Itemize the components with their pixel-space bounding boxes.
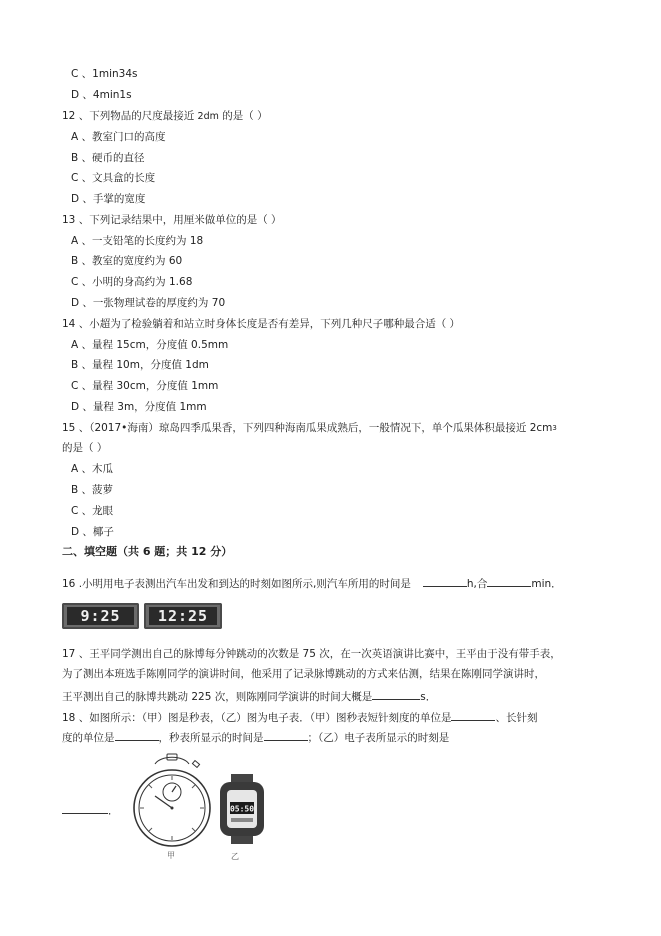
q11-option-d: D 、4min1s [71, 89, 132, 101]
q15-option-a: A 、木瓜 [71, 463, 114, 475]
q13-option-b: B 、教室的宽度约为 60 [71, 255, 183, 267]
watch-time-text: 05:50 [229, 804, 255, 814]
digital-clock-start [62, 603, 139, 629]
q18-blank-watch-time[interactable] [62, 802, 108, 814]
q12-option-b: B 、硬币的直径 [71, 152, 145, 164]
q12-stem [62, 109, 268, 124]
q13-option-d: D 、一张物理试卷的厚度约为 70 [71, 297, 226, 309]
q15-stem-text: 15 、（2017•海南）琼岛四季瓜果香，下列四种海南瓜果成熟后，一般情况下，单个瓜果体积最接近 2cm [62, 422, 553, 434]
q18-line2-text-c: ；（乙）电子表所显示的时刻是 [307, 732, 450, 744]
q14-option-b: B 、量程 10m，分度值 1dm [71, 359, 209, 371]
clock-end-time: 12:25 [149, 607, 217, 625]
q14-option-c: C 、量程 30cm，分度值 1mm [71, 380, 219, 392]
q17-line3-text: 王平测出自己的脉博共跳动 225 次，则陈刚同学演讲的时间大概是 [62, 691, 373, 703]
q12-stem-end: 的是（ ） [218, 110, 268, 122]
q16-blank-hours[interactable] [423, 575, 467, 587]
digital-clock-end [144, 603, 222, 629]
q15-stem-continued: 的是（ ） [62, 442, 108, 454]
stopwatch-center-pin [171, 807, 174, 810]
q17-unit: s． [420, 691, 437, 703]
q18-blank-short-hand-unit[interactable] [451, 709, 495, 721]
q13-option-c: C 、小明的身高约为 1.68 [71, 276, 193, 288]
stopwatch-side-button [192, 761, 199, 768]
stopwatch-short-hand [172, 786, 176, 792]
q14-option-a: A 、量程 15cm，分度值 0.5mm [71, 339, 229, 351]
q16-stem: 16 .小明用电子表测出汽车出发和到达的时刻如图所示,则汽车所用的时间是 [62, 578, 411, 590]
caption-yi: 乙 [231, 852, 239, 861]
q18-blank-stopwatch-time[interactable] [264, 729, 308, 741]
clock-start-time: 9:25 [67, 607, 134, 625]
q18-line2-text-a: 度的单位是 [62, 732, 115, 744]
q18-line1 [62, 709, 537, 725]
stopwatch-long-hand [155, 796, 172, 808]
q15-stem [62, 421, 557, 435]
q15-option-c: C 、龙眼 [71, 505, 114, 517]
q18-line2-text-b: ，秒表所显示的时间是 [158, 732, 264, 744]
q13-option-a: A 、一支铅笔的长度约为 18 [71, 235, 204, 247]
q14-stem: 14 、小超为了检验躺着和站立时身体长度是否有差异，下列几种尺子哪种最合适（ ） [62, 318, 461, 330]
q15-option-d: D 、椰子 [71, 526, 114, 538]
q13-stem: 13 、下列记录结果中，用厘米做单位的是（ ） [62, 214, 282, 226]
q15-stem-superscript: 3 [552, 424, 557, 432]
q12-stem-unit: 2dm [197, 111, 219, 122]
q12-option-c: C 、文具盒的长度 [71, 172, 156, 184]
q18-line1-text: 18 、如图所示：（甲）图是秒表，（乙）图为电子表．（甲）图秒表短针刻度的单位是 [62, 712, 452, 724]
q18-final-line [62, 802, 119, 818]
q16-text [62, 575, 562, 591]
q16-blank-minutes[interactable] [487, 575, 531, 587]
q14-option-d: D 、量程 3m，分度值 1mm [71, 401, 207, 413]
section-heading-fill-in: 二、填空题（共 6 题；共 12 分） [62, 545, 233, 558]
q12-stem-text: 12 、下列物品的尺度最接近 [62, 110, 198, 122]
q12-option-d: D 、手掌的宽度 [71, 193, 146, 205]
q18-tail: ． [108, 805, 119, 817]
q17-line3 [62, 688, 436, 704]
q18-line1-end: 、长针刻 [495, 712, 538, 724]
q17-line2: 为了测出本班选手陈刚同学的演讲时间，他采用了记录脉博跳动的方式来估测，结果在陈刚同学演讲时， [62, 668, 545, 680]
q12-option-a: A 、教室门口的高度 [71, 131, 166, 143]
q16-unit-minutes: min． [531, 578, 562, 590]
q17-blank-seconds[interactable] [372, 688, 420, 700]
q18-line2 [62, 729, 449, 745]
q15-option-b: B 、菠萝 [71, 484, 114, 496]
caption-jia: 甲 [167, 851, 175, 860]
q16-unit-hours: h,合 [466, 578, 488, 590]
q18-blank-long-hand-unit[interactable] [115, 729, 159, 741]
stopwatch-ring [155, 757, 189, 764]
electronic-watch-figure [218, 774, 266, 844]
q11-option-c: C 、1min34s [71, 68, 138, 80]
watch-brand-strip [231, 818, 253, 822]
stopwatch-figure [127, 752, 217, 852]
q17-line1: 17 、王平同学测出自己的脉博每分钟跳动的次数是 75 次，在一次英语演讲比赛中，王平由于没有带手表， [62, 648, 561, 660]
